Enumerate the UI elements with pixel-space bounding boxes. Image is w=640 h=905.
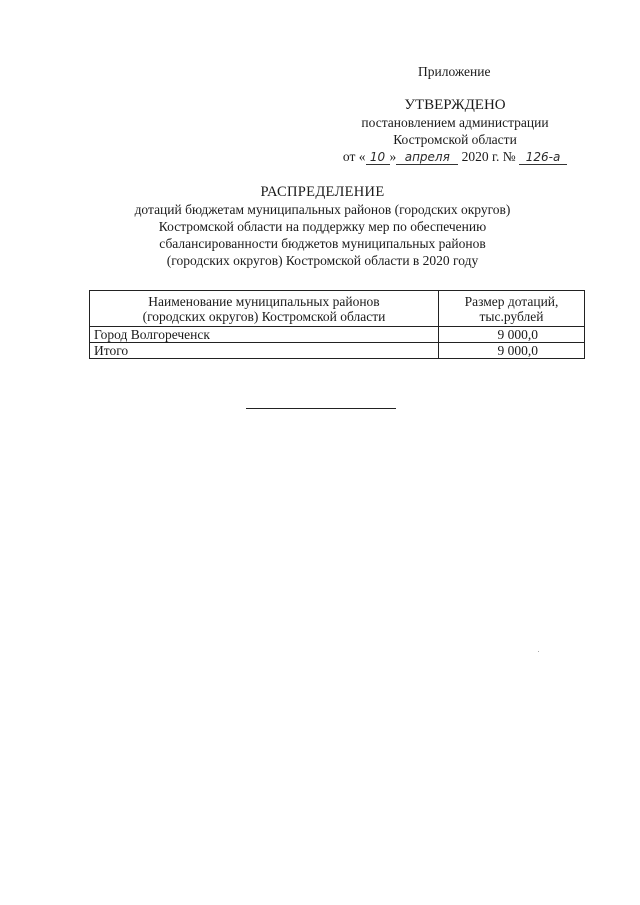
distribution-table [89, 290, 585, 359]
column-header-name-line1: Наименование муниципальных районов [148, 294, 380, 309]
table-row [90, 327, 585, 343]
document-title [100, 184, 545, 269]
row-name: Город Волгореченск [90, 327, 439, 343]
title-line-4: (городских округов) Костромской области в 2020 году [166, 253, 479, 268]
table-row-total [90, 343, 585, 359]
handwritten-day: 10 [366, 151, 390, 165]
handwritten-order-number: 126-а [519, 151, 567, 165]
column-header-name [90, 291, 439, 327]
column-header-amount-line1: Размер дотаций, [464, 294, 559, 309]
scan-speck [538, 651, 539, 652]
attachment-label: Приложение [418, 64, 491, 79]
approved-by-line2: Костромской области [393, 132, 517, 147]
row-amount: 9 000,0 [439, 327, 585, 343]
total-amount: 9 000,0 [439, 343, 585, 359]
order-quote-close: » [389, 149, 397, 164]
title-line-3: сбалансированности бюджетов муниципальных районов [159, 236, 486, 251]
table-header-row [90, 291, 585, 327]
column-header-name-line2: (городских округов) Костромской области [142, 309, 386, 324]
approved-stamp: УТВЕРЖДЕНО [404, 97, 506, 113]
order-line [330, 148, 580, 165]
approved-by-line1: постановлением администрации [361, 115, 549, 130]
total-label: Итого [90, 343, 439, 359]
title-line-1: дотаций бюджетам муниципальных районов (городских округов) [134, 202, 511, 217]
order-prefix: от « [342, 149, 366, 164]
order-year: 2020 г. № [458, 149, 520, 164]
approval-block [330, 97, 580, 165]
title-line-2: Костромской области на поддержку мер по обеспечению [158, 219, 487, 234]
end-divider [246, 408, 396, 409]
title-heading: РАСПРЕДЕЛЕНИЕ [260, 184, 385, 200]
column-header-amount [439, 291, 585, 327]
handwritten-month: апреля [396, 151, 458, 165]
column-header-amount-line2: тыс.рублей [479, 309, 544, 324]
